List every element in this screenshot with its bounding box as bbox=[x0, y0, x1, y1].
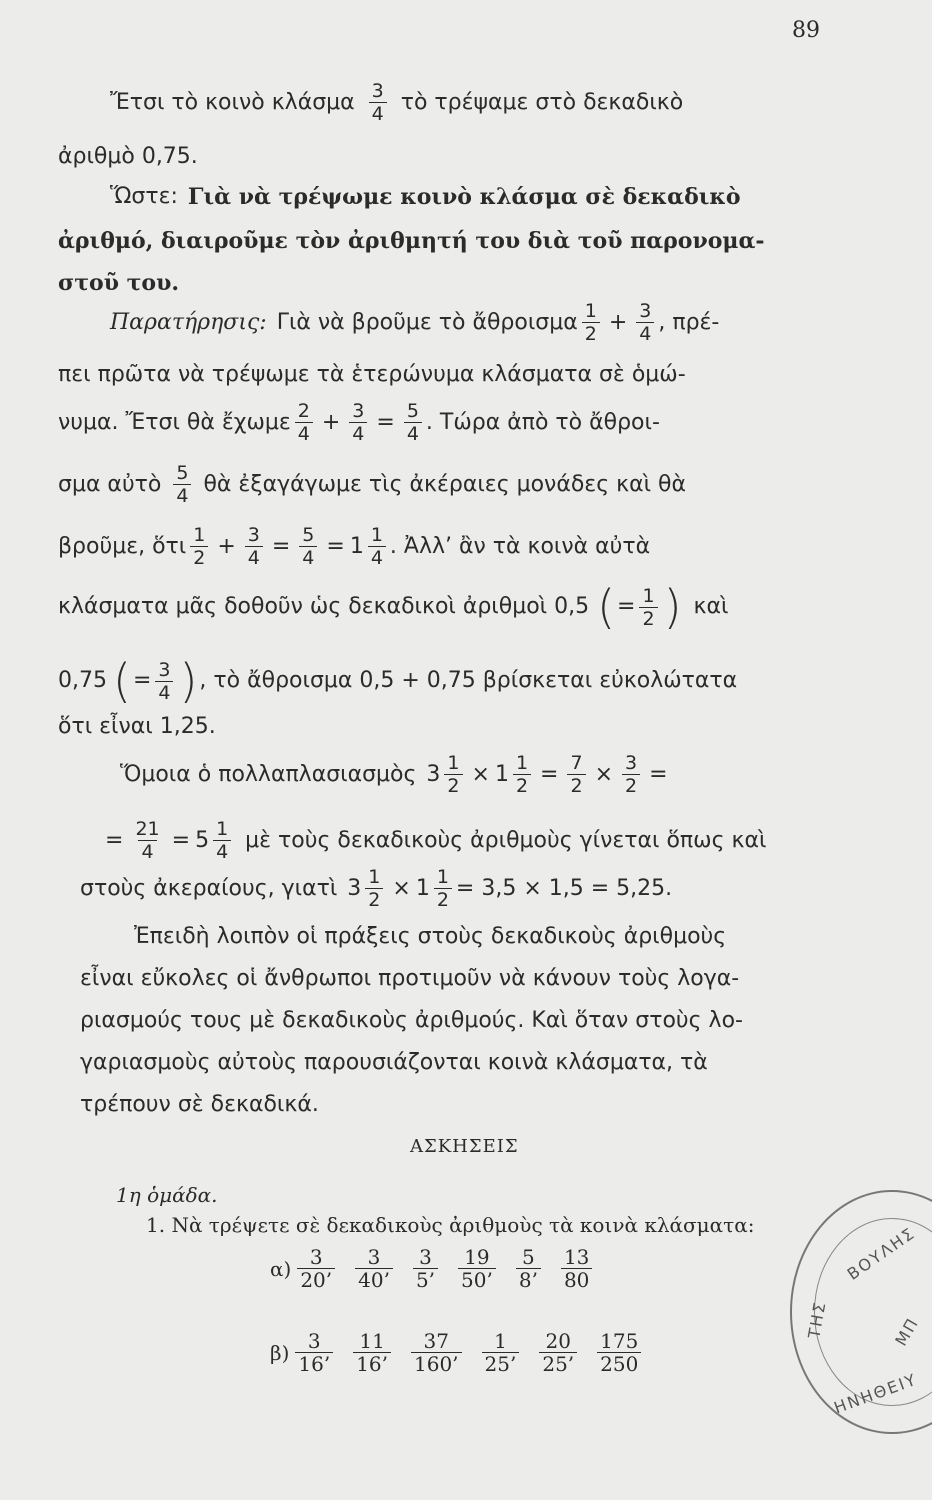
fraction bbox=[295, 400, 313, 445]
fraction bbox=[132, 818, 162, 863]
fraction-denominator: 4 bbox=[295, 422, 313, 445]
text-line-8 bbox=[58, 400, 858, 445]
fraction bbox=[413, 1246, 438, 1291]
text-line-14 bbox=[120, 752, 920, 797]
fraction bbox=[349, 400, 367, 445]
fraction-denominator: 25’ bbox=[482, 1352, 520, 1375]
fraction bbox=[365, 866, 383, 911]
line-text: μὲ τοὺς δεκαδικοὺς ἀριθμοὺς γίνεται ὅπως καὶ bbox=[245, 827, 767, 853]
text-line-2: ἀριθμὸ 0,75. bbox=[58, 144, 198, 169]
fraction-denominator: 250 bbox=[597, 1352, 641, 1375]
fraction bbox=[155, 659, 173, 704]
fraction-denominator: 25’ bbox=[539, 1352, 577, 1375]
fraction-numerator: 1 bbox=[193, 524, 206, 546]
fraction-numerator: 3 bbox=[639, 300, 652, 322]
text-line-16 bbox=[80, 866, 880, 911]
fraction-numerator: 3 bbox=[625, 752, 638, 774]
fraction bbox=[636, 300, 654, 345]
fraction-denominator: 2 bbox=[513, 774, 531, 797]
equals-sign: = bbox=[132, 668, 152, 693]
text-line-4: ἀριθμό, διαιροῦμε τὸν ἀριθμητή του διὰ τοῦ παρονομα- bbox=[58, 228, 765, 254]
text-line-18: εἶναι εὔκολες οἱ ἄνθρωποι προτιμοῦν νὰ κάνουν τοὺς λογα- bbox=[80, 966, 740, 991]
left-paren: ( bbox=[112, 654, 131, 708]
fraction-denominator: 4 bbox=[636, 322, 654, 345]
fraction-denominator: 4 bbox=[245, 546, 263, 569]
fraction-denominator: 40’ bbox=[355, 1268, 393, 1291]
fraction bbox=[369, 80, 387, 125]
fraction bbox=[516, 1246, 541, 1291]
line-text: Ἔτσι τὸ κοινὸ κλάσμα bbox=[110, 89, 355, 115]
fraction-numerator: 3 bbox=[352, 400, 365, 422]
fraction-denominator: 4 bbox=[369, 102, 387, 125]
line-text: τὸ τρέψαμε στὸ δεκαδικὸ bbox=[400, 89, 684, 115]
stamp-text-right: ΜΠ bbox=[891, 1313, 923, 1350]
fraction bbox=[299, 524, 317, 569]
fraction bbox=[561, 1246, 592, 1291]
right-paren: ) bbox=[179, 654, 198, 708]
fraction-numerator: 7 bbox=[570, 752, 583, 774]
text-line-9 bbox=[58, 462, 858, 507]
text-line-20: γαριασμοὺς αὐτοὺς παρουσιάζονται κοινὰ κλάσματα, τὰ bbox=[80, 1050, 708, 1075]
fraction-denominator: 4 bbox=[213, 840, 231, 863]
whole-number: 1 bbox=[494, 761, 509, 787]
fraction bbox=[582, 300, 600, 345]
equals-sign: = bbox=[271, 533, 291, 559]
fraction-numerator: 11 bbox=[359, 1329, 385, 1353]
fraction bbox=[622, 752, 640, 797]
text-line-15 bbox=[100, 818, 900, 863]
text-line-1 bbox=[110, 80, 910, 125]
fraction-numerator: 1 bbox=[447, 752, 460, 774]
fraction-denominator: 4 bbox=[299, 546, 317, 569]
line-text: . Ἀλλ’ ἂν τὰ κοινὰ αὐτὰ bbox=[389, 533, 651, 559]
whole-number: 3 bbox=[426, 761, 441, 787]
fraction-denominator: 2 bbox=[444, 774, 462, 797]
fraction-numerator: 1 bbox=[368, 866, 381, 888]
fraction-numerator: 175 bbox=[600, 1329, 639, 1353]
fraction-denominator: 8’ bbox=[516, 1268, 541, 1291]
exercise-task: 1. Νὰ τρέψετε σὲ δεκαδικοὺς ἀριθμοὺς τὰ κοινὰ κλάσματα: bbox=[146, 1213, 755, 1237]
fraction-numerator: 1 bbox=[370, 524, 383, 546]
plus-sign: + bbox=[321, 409, 341, 435]
fraction-denominator: 4 bbox=[349, 422, 367, 445]
equals-sign: = bbox=[540, 761, 559, 787]
line-text: 0,75 bbox=[58, 668, 107, 693]
line-text: σμα αὐτὸ bbox=[58, 471, 162, 497]
fraction bbox=[368, 524, 386, 569]
fraction bbox=[444, 752, 462, 797]
line-text: , πρέ- bbox=[658, 309, 720, 335]
fraction-denominator: 2 bbox=[567, 774, 585, 797]
row-label: β) bbox=[270, 1340, 290, 1365]
fraction-denominator: 2 bbox=[639, 607, 657, 630]
fraction-denominator: 2 bbox=[582, 322, 600, 345]
whole-number: 1 bbox=[349, 533, 364, 559]
group-label: 1η ὁμάδα. bbox=[116, 1183, 218, 1207]
fraction-denominator: 5’ bbox=[413, 1268, 438, 1291]
fraction-denominator: 16’ bbox=[353, 1352, 391, 1375]
fraction-denominator: 50’ bbox=[458, 1268, 496, 1291]
fraction-numerator: 3 bbox=[158, 658, 171, 681]
fraction-numerator: 3 bbox=[307, 1329, 321, 1353]
fraction-numerator: 1 bbox=[642, 584, 655, 607]
fraction-numerator: 5 bbox=[302, 524, 315, 546]
page-number: 89 bbox=[792, 18, 820, 43]
fraction-numerator: 2 bbox=[297, 400, 310, 422]
text-line-10 bbox=[58, 524, 858, 569]
rule-statement: Γιὰ νὰ τρέψωμε κοινὸ κλάσμα σὲ δεκαδικὸ bbox=[187, 184, 741, 210]
fraction-denominator: 4 bbox=[155, 681, 173, 704]
line-text: βροῦμε, ὅτι bbox=[58, 533, 187, 559]
fraction-numerator: 13 bbox=[563, 1245, 590, 1269]
fraction bbox=[213, 818, 231, 863]
times-sign: × bbox=[594, 761, 614, 787]
fraction-numerator: 19 bbox=[464, 1245, 490, 1269]
whole-number: 3 bbox=[347, 875, 362, 901]
equals-sign: = bbox=[326, 533, 345, 559]
text-line-17: Ἐπειδὴ λοιπὸν οἱ πράξεις στοὺς δεκαδικοὺς ἀριθμοὺς bbox=[134, 924, 727, 949]
fraction bbox=[404, 400, 422, 445]
fraction-denominator: 2 bbox=[365, 888, 383, 911]
fraction-denominator: 80 bbox=[561, 1268, 592, 1291]
fraction-numerator: 5 bbox=[406, 400, 419, 422]
line-text: νυμα. Ἔτσι θὰ ἔχωμε bbox=[58, 409, 291, 435]
fraction bbox=[482, 1330, 520, 1375]
text-line-21: τρέπουν σὲ δεκαδικά. bbox=[80, 1092, 319, 1117]
equals-sign: = bbox=[617, 594, 636, 619]
times-sign: × bbox=[471, 761, 490, 787]
fraction bbox=[173, 462, 191, 507]
times-sign: × bbox=[392, 875, 411, 901]
line-text: = 3,5 × 1,5 = 5,25. bbox=[455, 875, 673, 901]
fraction bbox=[297, 1246, 335, 1291]
fraction-denominator: 4 bbox=[138, 840, 156, 863]
fraction-numerator: 3 bbox=[247, 524, 260, 546]
fraction-denominator: 4 bbox=[368, 546, 386, 569]
fraction-denominator: 2 bbox=[622, 774, 640, 797]
fraction bbox=[355, 1246, 393, 1291]
fraction-denominator: 4 bbox=[173, 484, 191, 507]
line-text: στοὺς ἀκεραίους, γιατὶ bbox=[80, 875, 338, 901]
line-text: καὶ bbox=[693, 594, 729, 619]
exercise-row-b bbox=[270, 1330, 661, 1375]
fraction-denominator: 4 bbox=[404, 422, 422, 445]
fraction-denominator: 2 bbox=[434, 888, 452, 911]
text-line-11 bbox=[58, 580, 858, 634]
fraction bbox=[597, 1330, 641, 1375]
fraction bbox=[639, 585, 657, 630]
fraction-numerator: 1 bbox=[216, 818, 229, 840]
fraction bbox=[190, 524, 208, 569]
line-text: . Τώρα ἀπὸ τὸ ἄθροι- bbox=[425, 409, 660, 435]
fraction bbox=[353, 1330, 391, 1375]
fraction-numerator: 3 bbox=[419, 1245, 432, 1269]
plus-sign: + bbox=[217, 533, 236, 559]
fraction-numerator: 37 bbox=[423, 1329, 449, 1353]
fraction-denominator: 2 bbox=[190, 546, 208, 569]
text-line-5: στοῦ του. bbox=[58, 270, 180, 296]
text-line-19: ριασμούς τους μὲ δεκαδικοὺς ἀριθμούς. Καὶ ὅταν στοὺς λο- bbox=[80, 1008, 743, 1033]
text-line-3 bbox=[110, 182, 910, 212]
fraction-numerator: 1 bbox=[494, 1329, 507, 1353]
whole-number: 5 bbox=[195, 827, 210, 853]
ostesign-label: Ὥστε: bbox=[110, 184, 178, 209]
fraction-denominator: 160’ bbox=[411, 1352, 462, 1375]
fraction bbox=[458, 1246, 496, 1291]
line-text: κλάσματα μᾶς δοθοῦν ὡς δεκαδικοὶ ἀριθμοὶ 0,5 bbox=[58, 594, 590, 619]
fraction bbox=[295, 1330, 333, 1375]
fraction-numerator: 3 bbox=[371, 80, 384, 102]
fraction bbox=[245, 524, 263, 569]
equals-sign: = bbox=[649, 761, 668, 787]
equals-sign: = bbox=[171, 827, 191, 853]
exercise-row-a bbox=[270, 1246, 612, 1291]
right-paren: ) bbox=[663, 580, 682, 634]
fraction-denominator: 20’ bbox=[297, 1268, 335, 1291]
fraction-numerator: 3 bbox=[309, 1245, 323, 1269]
line-text: Γιὰ νὰ βροῦμε τὸ ἄθροισμα bbox=[276, 309, 578, 335]
text-line-7: πει πρῶτα νὰ τρέψωμε τὰ ἑτερώνυμα κλάσματα σὲ ὁμώ- bbox=[58, 362, 686, 387]
text-line-6 bbox=[110, 300, 910, 345]
fraction bbox=[539, 1330, 577, 1375]
fraction-numerator: 5 bbox=[522, 1245, 535, 1269]
fraction bbox=[567, 752, 585, 797]
line-text: , τὸ ἄθροισμα 0,5 + 0,75 βρίσκεται εὐκολώτατα bbox=[199, 668, 738, 693]
equals-sign: = bbox=[376, 409, 395, 435]
plus-sign: + bbox=[608, 309, 628, 335]
fraction-denominator: 16’ bbox=[295, 1352, 333, 1375]
fraction-numerator: 20 bbox=[545, 1329, 571, 1353]
fraction bbox=[513, 752, 531, 797]
left-paren: ( bbox=[597, 580, 616, 634]
fraction-numerator: 21 bbox=[135, 818, 160, 840]
line-text: Ὅμοια ὁ πολλαπλασιασμὸς bbox=[120, 761, 417, 787]
fraction-numerator: 5 bbox=[176, 462, 189, 484]
stamp-text-bottom: ΗΝΗΘΕΙΥ bbox=[831, 1369, 920, 1418]
stamp-text-top: ΒΟΥΛΗΣ bbox=[843, 1223, 919, 1284]
fraction-numerator: 3 bbox=[367, 1245, 381, 1269]
stamp-text-left: ΤΗΣ bbox=[804, 1299, 830, 1340]
text-line-13: ὅτι εἶναι 1,25. bbox=[58, 714, 216, 739]
equals-sign: = bbox=[105, 827, 124, 853]
line-text: θὰ ἐξαγάγωμε τὶς ἀκέραιες μονάδες καὶ θὰ bbox=[203, 471, 686, 497]
whole-number: 1 bbox=[415, 875, 430, 901]
exercises-heading: ΑΣΚΗΣΕΙΣ bbox=[410, 1136, 519, 1157]
fraction-numerator: 1 bbox=[515, 752, 529, 774]
row-label: α) bbox=[270, 1256, 292, 1281]
fraction-numerator: 1 bbox=[584, 300, 597, 322]
fraction bbox=[411, 1330, 462, 1375]
fraction-numerator: 1 bbox=[436, 866, 449, 888]
fraction bbox=[434, 866, 452, 911]
text-line-12 bbox=[58, 654, 858, 708]
remark-label: Παρατήρησις: bbox=[110, 309, 267, 335]
